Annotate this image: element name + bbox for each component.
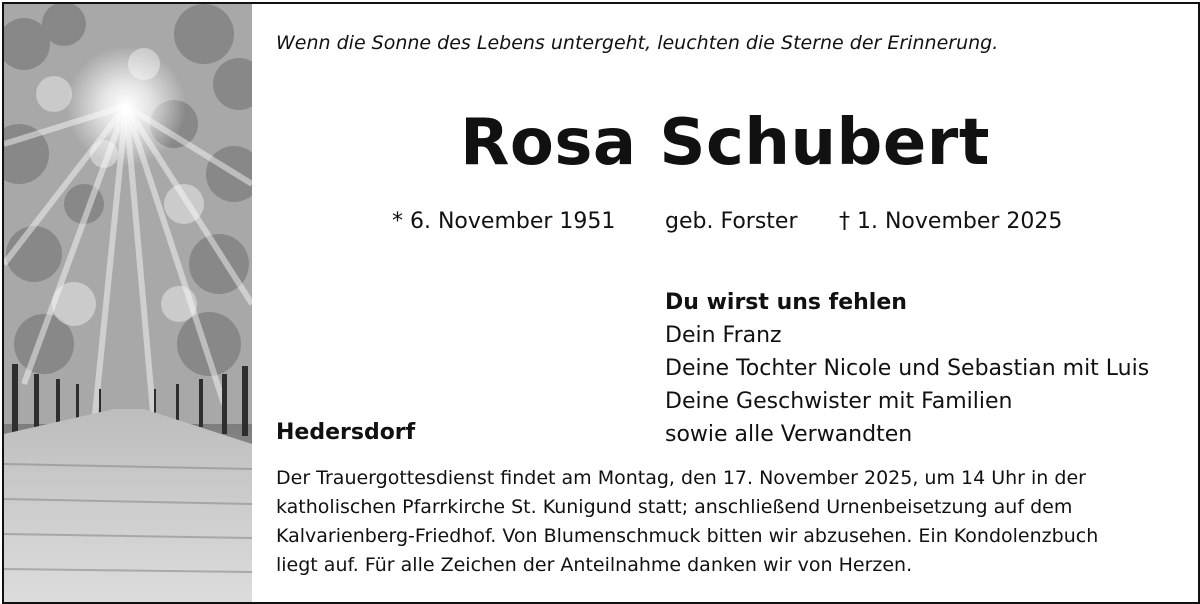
birth-date: * 6. November 1951: [392, 209, 616, 234]
mourner-line: Dein Franz: [665, 323, 782, 348]
service-information: [276, 464, 1176, 580]
mourners-lead: Du wirst uns fehlen: [665, 290, 907, 315]
service-line: katholischen Pfarrkirche St. Kunigund statt; anschließend Urnenbeisetzung auf dem: [276, 496, 1073, 518]
maiden-name: geb. Forster: [665, 209, 798, 234]
place-name: Hedersdorf: [276, 420, 416, 445]
service-line: Der Trauergottesdienst findet am Montag, den 17. November 2025, um 14 Uhr in der: [276, 467, 1086, 489]
service-line: liegt auf. Für alle Zeichen der Anteilnahme danken wir von Herzen.: [276, 554, 913, 576]
forest-path-sunburst-photo: [4, 4, 252, 602]
service-line: Kalvarienberg-Friedhof. Von Blumenschmuck bitten wir abzusehen. Ein Kondolenzbuch: [276, 525, 1099, 547]
mourners-list: [665, 286, 1149, 451]
death-date: † 1. November 2025: [839, 209, 1063, 234]
mourner-line: Deine Tochter Nicole und Sebastian mit Luis: [665, 356, 1150, 381]
mourner-line: sowie alle Verwandten: [665, 422, 913, 447]
obituary-notice: [2, 2, 1200, 604]
mourner-line: Deine Geschwister mit Familien: [665, 389, 1013, 414]
deceased-name: Rosa Schubert: [460, 106, 990, 180]
memorial-quote: Wenn die Sonne des Lebens untergeht, leuchten die Sterne der Erinnerung.: [276, 32, 999, 54]
